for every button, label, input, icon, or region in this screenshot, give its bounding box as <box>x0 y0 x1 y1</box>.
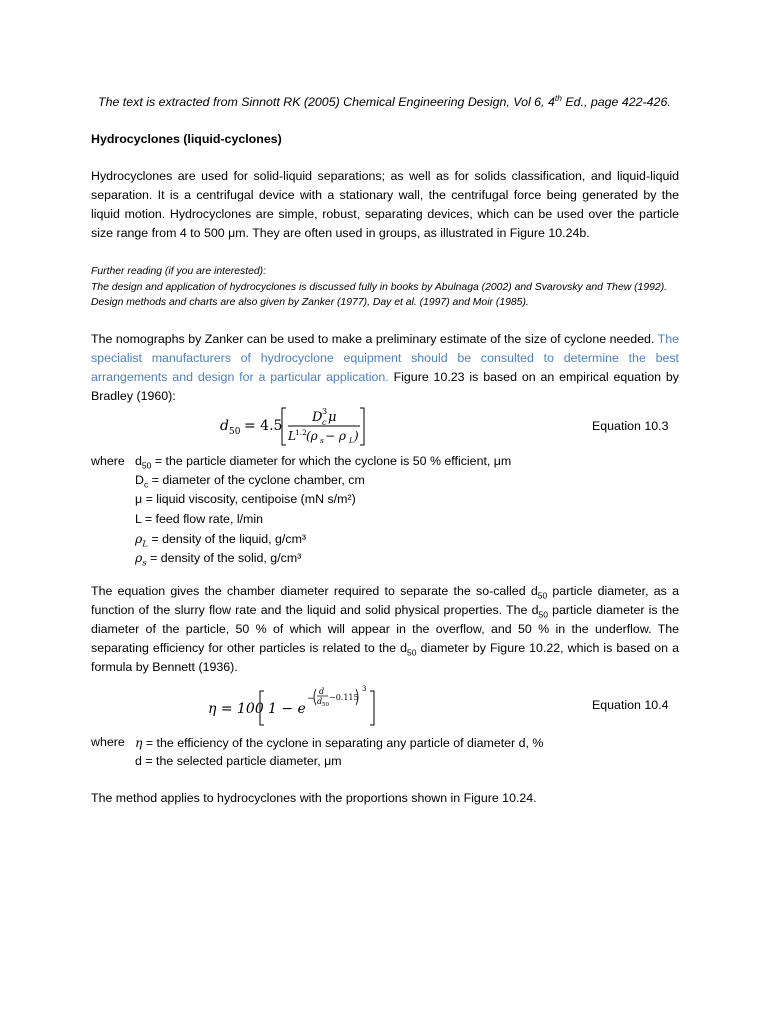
further-reading-note <box>91 264 691 311</box>
source-citation: The text is extracted from Sinnott RK (2005) Chemical Engineering Design, Vol 6, 4th Ed., page 422-426. <box>98 92 671 109</box>
eq2-one-minus-e: 1 − e <box>268 701 306 717</box>
eq1-lhs: d <box>220 418 229 434</box>
eq2-exp-num: d <box>319 687 325 696</box>
further-reading-body: The design and application of hydrocyclones is discussed fully in books by Abulnaga (2002) and Svarovsky and Thew (1992). Design methods and charts are also given by Zanker (1977), Day et al. (1997) and Moir (1985). <box>91 281 668 308</box>
equation-10-4 <box>208 683 388 729</box>
eq2-exp-den-sub: 50 <box>322 702 329 708</box>
section-heading: Hydrocyclones (liquid-cyclones) <box>91 132 282 146</box>
eq2-exp-den: d <box>317 697 323 706</box>
eq2-lhs: η = 100 <box>208 701 264 717</box>
eq1-num-base: D <box>312 410 323 425</box>
eq2-outer-power: 3 <box>362 685 367 693</box>
eq1-den-minus: − ρ <box>325 429 346 443</box>
eq1-den-s: s <box>320 436 324 445</box>
method-paragraph: The method applies to hydrocyclones with the proportions shown in Figure 10.24. <box>91 791 537 805</box>
eq1-lhs-sub: 50 <box>229 427 241 437</box>
highlighted-advice: The specialist manufacturers of hydrocyclone equipment should be consulted to determine the best arrangements and design for a particular application. <box>91 332 679 384</box>
chamber-diameter-paragraph: The equation gives the chamber diameter required to separate the so-called $d_{50}$ particle diameter, as a function of the slurry flow rate and the liquid and solid physical properties. The $d_{50}$ particle diameter is the diameter of the particle, 50 % of which will appear in the overflow, and 50 % in the underflow. The separating efficiency for other particles is related to the $d_{50}$ diameter by Figure 10.22, which is based on a formula by Bennett (1936). <box>91 584 680 674</box>
nomograph-paragraph: The nomographs by Zanker can be used to make a preliminary estimate of the size of cyclone needed. The specialist manufacturers of hydrocyclone equipment should be consulted to determine the best arrangements and design for a particular application. Figure 10.23 is based on an empirical equation by Bradley (1960): <box>91 332 679 403</box>
equation-10-3-label: Equation 10.3 <box>592 419 669 433</box>
eq2-exp-minus: − <box>307 694 315 704</box>
eq1-den-open: (ρ <box>306 429 318 443</box>
equation-10-4-graphic <box>208 683 388 729</box>
eq1-den-close: ) <box>354 429 359 443</box>
eq1-den-L: L <box>288 429 296 443</box>
eq2-right-bracket <box>370 691 374 725</box>
equation-10-3 <box>220 404 380 448</box>
where-label: where <box>91 735 125 749</box>
document-page: The text is extracted from Sinnott RK (2005) Chemical Engineering Design, Vol 6, 4th Ed., page 422-426. Hydrocyclones (liquid-cyclones) Hydrocyclones are used for solid-liquid separations; as well as for solids classification, and liquid-liquid separation. It is a centrifugal device with a stationary wall, the centrifugal force being generated by the liquid motion. Hydrocyclones are simple, robust, separating devices, which can be used over the particle size range from 4 to 500 μm. They are often used in groups, as illustrated in Figure 10.24b. Further reading (if you are interested): The design and application of hydrocyclones is discussed fully in books by Abulnaga (2002) and Svarovsky and Thew (1992). Design methods and charts are also given by Zanker (1977), Day et al. (1997) and Moir (1985). The nomographs by Zanker can be used to make a preliminary estimate of the size of cyclone needed. The specialist manufacturers of hydrocyclone equipment should be consulted to determine the best arrangements and design for a particular application. Figure 10.23 is based on an empirical equation by Bradley (1960): d 50 = 4.5 D 3 c μ L 1.2 (ρ s − ρ L ) Equation 10.3 where $d_{50}$ = the particle diameter for which the cyclone is 50 % efficient, μm $D_c$ = diameter of the cyclone chamber, cm μ = liquid viscosity, centipoise (mN s/m²) L = feed flow rate, l/min $\rho_L$ = density of the liquid, g/cm³ $\rho_s$ = density of the solid, g/cm³ The equation gives the chamber diameter required to separate the so-called $d_{50}$ particle diameter, as a function of the slurry flow rate and the liquid and solid physical properties. The $d_{50}$ particle diameter is the diameter of the particle, 50 % of which will appear in the overflow, and 50 % in the underflow. The separating efficiency for other particles is related to the $d_{50}$ diameter by Figure 10.22, which is based on a formula by Bennett (1936). η = 100 1 − e − d d 50 −0.115 3 Equation 10.4 where η = the efficiency of the cyclone in separating any particle of diameter d, % d = the selected particle diameter, μm The method applies to hydrocyclones with the proportions shown in Figure 10.24. <box>0 0 768 1024</box>
equation-10-4-label: Equation 10.4 <box>592 698 669 712</box>
eq2-exp-tail: −0.115 <box>329 693 359 702</box>
eq1-num-sup: 3 <box>322 407 328 416</box>
intro-paragraph: Hydrocyclones are used for solid-liquid separations; as well as for solids classification, and liquid-liquid separation. It is a centrifugal device with a stationary wall, the centrifugal force being generated by the liquid motion. Hydrocyclones are simple, robust, separating devices, which can be used over the particle size range from 4 to 500 μm. They are often used in groups, as illustrated in Figure 10.24b. <box>91 169 679 240</box>
eq1-den-l: L <box>349 436 354 445</box>
equation-10-3-graphic <box>220 404 380 448</box>
eq1-left-bracket <box>282 408 286 445</box>
eq1-num-mu: μ <box>328 410 337 425</box>
further-reading-title: Further reading (if you are interested): <box>91 266 266 277</box>
eq1-num-sub: c <box>322 418 327 427</box>
eq1-den-exp: 1.2 <box>295 428 307 437</box>
eq1-coef: = 4.5 <box>244 418 283 434</box>
where-label: where <box>91 454 125 468</box>
eq1-right-bracket <box>360 408 364 445</box>
